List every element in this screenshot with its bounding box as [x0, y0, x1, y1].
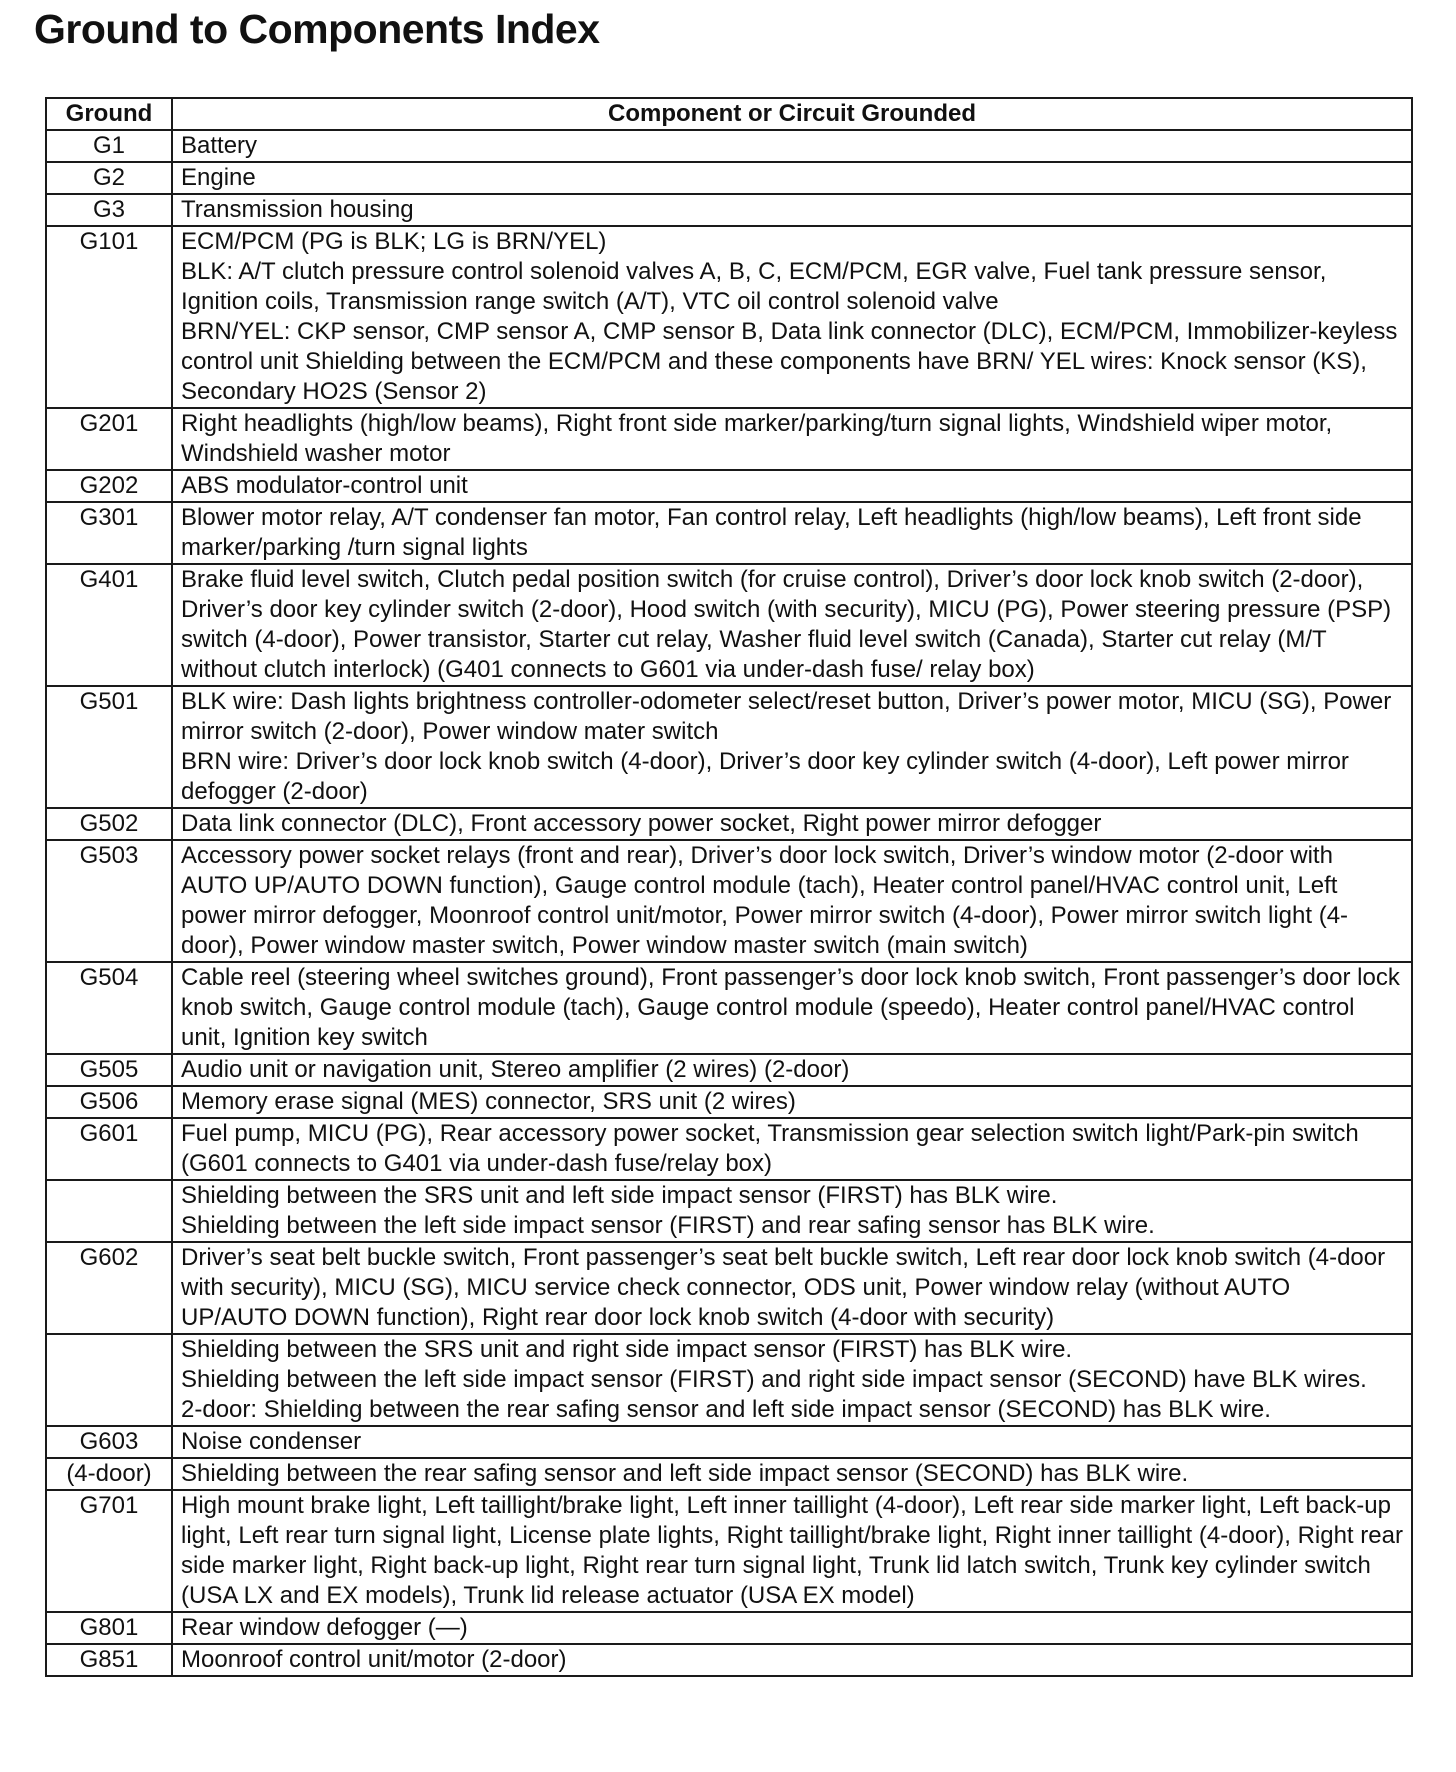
component-cell — [172, 840, 1412, 962]
table-row — [46, 408, 1412, 470]
ground-id: G201 — [46, 408, 172, 470]
ground-id: G602 — [46, 1242, 172, 1334]
table-header-row — [46, 98, 1412, 130]
ground-id: G701 — [46, 1490, 172, 1612]
component-cell — [172, 1644, 1412, 1676]
ground-id: G502 — [46, 808, 172, 840]
ground-id: G505 — [46, 1054, 172, 1086]
table-row — [46, 962, 1412, 1054]
table-row — [46, 564, 1412, 686]
component-cell — [172, 1086, 1412, 1118]
component-cell — [172, 962, 1412, 1054]
table-row — [46, 470, 1412, 502]
ground-id: G501 — [46, 686, 172, 808]
table-row — [46, 130, 1412, 162]
component-text: BLK wire: Dash lights brightness controller-odometer select/reset button, Driver’s power motor, MICU (SG), Power mirror switch (2-door), Power window mater switch — [181, 688, 1392, 745]
table-row — [46, 1054, 1412, 1086]
component-text: ECM/PCM (PG is BLK; LG is BRN/YEL) — [181, 228, 607, 255]
component-text: Shielding between the SRS unit and right side impact sensor (FIRST) has BLK wire. — [181, 1336, 1073, 1363]
component-cell — [172, 1118, 1412, 1180]
component-cell — [172, 194, 1412, 226]
component-text: BRN/YEL: CKP sensor, CMP sensor A, CMP sensor B, Data link connector (DLC), ECM/PCM, Immobilizer-keyless control unit Shielding between the ECM/PCM and these components have BRN/ YEL wires: Knock sensor (KS), Secondary HO2S (Sensor 2) — [181, 318, 1398, 405]
ground-id: G101 — [46, 226, 172, 408]
component-text: Brake fluid level switch, Clutch pedal position switch (for cruise control), Driver’s door lock knob switch (2-door), Driver’s door key cylinder switch (2-door), Hood switch (with security), MICU (PG), Power steering pressure (PSP) switch (4-door), Power transistor, Starter cut relay, Washer fluid level switch (Canada), Starter cut relay (M/T without clutch interlock) (G401 connects to G601 via under-dash fuse/ relay box) — [181, 566, 1392, 683]
component-cell — [172, 226, 1412, 408]
ground-id: G401 — [46, 564, 172, 686]
component-text: Fuel pump, MICU (PG), Rear accessory power socket, Transmission gear selection switch light/Park-pin switch (G601 connects to G401 via under-dash fuse/relay box) — [181, 1120, 1359, 1177]
component-text: ABS modulator-control unit — [181, 472, 468, 499]
ground-id: G506 — [46, 1086, 172, 1118]
component-text: High mount brake light, Left taillight/brake light, Left inner taillight (4-door), Left rear side marker light, Left back-up light, Left rear turn signal light, License plate lights, Right taillight/brake light, Right inner taillight (4-door), Right rear side marker light, Right back-up light, Right rear turn signal light, Trunk lid latch switch, Trunk key cylinder switch (USA LX and EX models), Trunk lid release actuator (USA EX model) — [181, 1492, 1403, 1609]
table-row — [46, 502, 1412, 564]
ground-id: G202 — [46, 470, 172, 502]
table-row — [46, 808, 1412, 840]
component-text: Memory erase signal (MES) connector, SRS unit (2 wires) — [181, 1088, 796, 1115]
table-row — [46, 226, 1412, 408]
ground-id: G3 — [46, 194, 172, 226]
component-cell — [172, 564, 1412, 686]
component-cell — [172, 686, 1412, 808]
component-text: Engine — [181, 164, 256, 191]
page-title: Ground to Components Index — [34, 6, 600, 52]
ground-id: G603 — [46, 1426, 172, 1458]
component-cell — [172, 162, 1412, 194]
component-text: Shielding between the SRS unit and left side impact sensor (FIRST) has BLK wire. — [181, 1182, 1058, 1209]
ground-index-table — [45, 97, 1413, 1677]
ground-id: G801 — [46, 1612, 172, 1644]
component-text: Audio unit or navigation unit, Stereo amplifier (2 wires) (2-door) — [181, 1056, 850, 1083]
table-row — [46, 1180, 1412, 1242]
component-cell — [172, 808, 1412, 840]
ground-id: G851 — [46, 1644, 172, 1676]
ground-id: G601 — [46, 1118, 172, 1180]
component-cell — [172, 130, 1412, 162]
component-text: Shielding between the left side impact sensor (FIRST) and rear safing sensor has BLK wire. — [181, 1212, 1155, 1239]
table-row — [46, 194, 1412, 226]
component-text: Noise condenser — [181, 1428, 362, 1455]
component-text: Rear window defogger (—) — [181, 1614, 468, 1641]
component-text: Blower motor relay, A/T condenser fan motor, Fan control relay, Left headlights (high/low beams), Left front side marker/parking /turn signal lights — [181, 504, 1362, 561]
component-text: 2-door: Shielding between the rear safing sensor and left side impact sensor (SECOND) has BLK wire. — [181, 1396, 1271, 1423]
table-row — [46, 1242, 1412, 1334]
component-cell — [172, 1242, 1412, 1334]
ground-column-header: Ground — [46, 98, 172, 130]
component-text: Shielding between the rear safing sensor and left side impact sensor (SECOND) has BLK wire. — [181, 1460, 1189, 1487]
ground-id: G1 — [46, 130, 172, 162]
component-cell — [172, 1334, 1412, 1426]
ground-id: G2 — [46, 162, 172, 194]
component-text: BRN wire: Driver’s door lock knob switch (4-door), Driver’s door key cylinder switch (4-door), Left power mirror defogger (2-door) — [181, 748, 1349, 805]
component-cell — [172, 1490, 1412, 1612]
table-row — [46, 162, 1412, 194]
ground-id: G503 — [46, 840, 172, 962]
table-row — [46, 1426, 1412, 1458]
table-row — [46, 1118, 1412, 1180]
ground-id: G504 — [46, 962, 172, 1054]
component-cell — [172, 1612, 1412, 1644]
table-body — [46, 130, 1412, 1676]
table-row — [46, 686, 1412, 808]
component-text: Driver’s seat belt buckle switch, Front passenger’s seat belt buckle switch, Left rear door lock knob switch (4-door with security), MICU (SG), MICU service check connector, ODS unit, Power window relay (without AUTO UP/AUTO DOWN function), Right rear door lock knob switch (4-door with security) — [181, 1244, 1386, 1331]
component-text: BLK: A/T clutch pressure control solenoid valves A, B, C, ECM/PCM, EGR valve, Fuel tank pressure sensor, Ignition coils, Transmission range switch (A/T), VTC oil control solenoid valve — [181, 258, 1327, 315]
component-text: Data link connector (DLC), Front accessory power socket, Right power mirror defogger — [181, 810, 1102, 837]
component-cell — [172, 502, 1412, 564]
component-text: Battery — [181, 132, 258, 159]
ground-id: (4-door) — [46, 1458, 172, 1490]
table-row — [46, 840, 1412, 962]
component-text: Transmission housing — [181, 196, 414, 223]
component-cell — [172, 1180, 1412, 1242]
table-row — [46, 1490, 1412, 1612]
component-text: Shielding between the left side impact sensor (FIRST) and right side impact sensor (SECOND) have BLK wires. — [181, 1366, 1367, 1393]
component-cell — [172, 1458, 1412, 1490]
component-cell — [172, 408, 1412, 470]
table-row — [46, 1086, 1412, 1118]
component-cell — [172, 470, 1412, 502]
component-cell — [172, 1054, 1412, 1086]
ground-id — [46, 1180, 172, 1242]
table-row — [46, 1644, 1412, 1676]
table-row — [46, 1612, 1412, 1644]
ground-id: G301 — [46, 502, 172, 564]
component-text: Moonroof control unit/motor (2-door) — [181, 1646, 567, 1673]
table-row — [46, 1458, 1412, 1490]
component-cell — [172, 1426, 1412, 1458]
ground-id — [46, 1334, 172, 1426]
component-column-header: Component or Circuit Grounded — [172, 98, 1412, 130]
component-text: Right headlights (high/low beams), Right front side marker/parking/turn signal lights, Windshield wiper motor, Windshield washer motor — [181, 410, 1333, 467]
component-text: Accessory power socket relays (front and rear), Driver’s door lock switch, Driver’s window motor (2-door with AUTO UP/AUTO DOWN function), Gauge control module (tach), Heater control panel/HVAC control unit, Left power mirror defogger, Moonroof control unit/motor, Power mirror switch (4-door), Power mirror switch light (4-door), Power window master switch, Power window master switch (main switch) — [181, 842, 1349, 959]
component-text: Cable reel (steering wheel switches ground), Front passenger’s door lock knob switch, Front passenger’s door lock knob switch, Gauge control module (tach), Gauge control module (speedo), Heater control panel/HVAC control unit, Ignition key switch — [181, 964, 1400, 1051]
table-row — [46, 1334, 1412, 1426]
